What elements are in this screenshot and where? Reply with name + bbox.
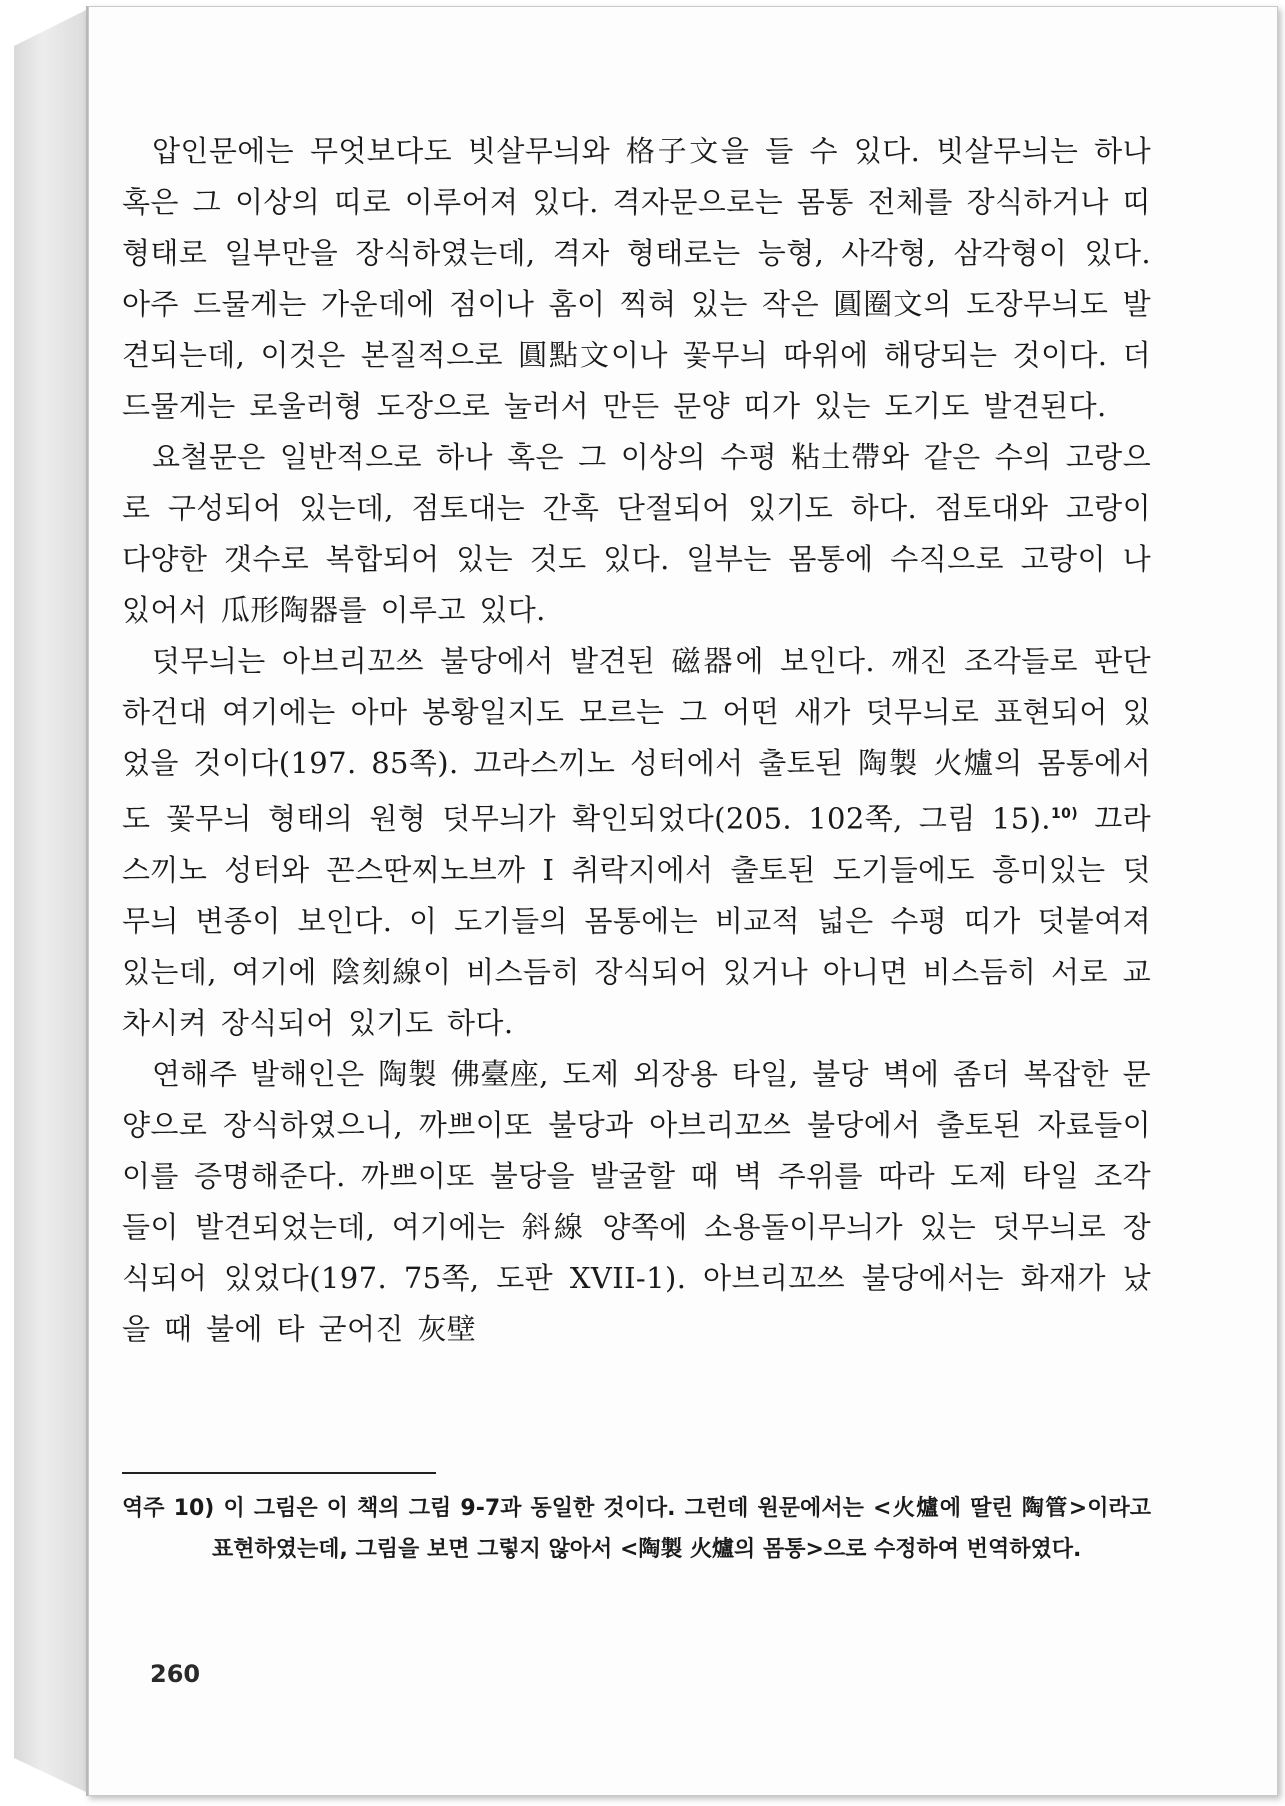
footnote-block bbox=[122, 1488, 1151, 1570]
page-number: 260 bbox=[150, 1660, 201, 1688]
paragraph-relief-patterns: 요철문은 일반적으로 하나 혹은 그 이상의 수평 粘土帶와 같은 수의 고랑으로 구성되어 있는데, 점토대는 간혹 단절되어 있기도 하다. 점토대와 고랑이 다양한 갯수로 복합되어 있는 것도 있다. 일부는 몸통에 수직으로 고랑이 나 있어서 瓜形陶器를 이루고 있다. bbox=[122, 440, 1151, 627]
footnote-reference: 10) bbox=[1050, 806, 1079, 822]
book-spine bbox=[14, 10, 86, 1792]
footnote-label: 역주 10) bbox=[122, 1496, 215, 1521]
paragraph-applique-text: 덧무늬는 아브리꼬쓰 불당에서 발견된 磁器에 보인다. 깨진 조각들로 판단하건대 여기에는 아마 봉황일지도 모르는 그 어떤 새가 덧무늬로 표현되어 있었을 것이다(197. 85쪽). 끄라스끼노 성터에서 출토된 陶製 火爐의 몸통에서도 꽃무늬 형태의 원형 덧무늬가 확인되었다(205. 102쪽, 그림 15). bbox=[122, 644, 1151, 836]
footnote bbox=[122, 1488, 1151, 1570]
paragraph-applique-patterns bbox=[122, 636, 1151, 1049]
footnote-separator bbox=[122, 1472, 436, 1474]
paragraph-applique-continued: 끄라스끼노 성터와 꼰스딴찌노브까 I 취락지에서 출토된 도기들에도 흥미있는 덧무늬 변종이 보인다. 이 도기들의 몸통에는 비교적 넓은 수평 띠가 덧붙여져 있는데, 여기에 陰刻線이 비스듬히 장식되어 있거나 아니면 비스듬히 서로 교차시켜 장식되어 있기도 하다. bbox=[122, 801, 1152, 1040]
paragraph-architectural-decoration: 연해주 발해인은 陶製 佛臺座, 도제 외장용 타일, 불당 벽에 좀더 복잡한 문양으로 장식하였으니, 까쁘이또 불당과 아브리꼬쓰 불당에서 출토된 자료들이 이를 증명해준다. 까쁘이또 불당을 발굴할 때 벽 주위를 따라 도제 타일 조각들이 발견되었는데, 여기에는 斜線 양쪽에 소용돌이무늬가 있는 덧무늬로 장식되어 있었다(197. 75쪽, 도판 XVII-1). 아브리꼬쓰 불당에서는 화재가 났을 때 불에 타 굳어진 灰壁 bbox=[122, 1056, 1151, 1346]
footnote-text: 이 그림은 이 책의 그림 9-7과 동일한 것이다. 그런데 원문에서는 <火爐에 딸린 陶管>이라고 표현하였는데, 그림을 보면 그렇지 않아서 <陶製 火爐의 몸통>으로 수정하여 번역하였다. bbox=[212, 1496, 1151, 1562]
body-text bbox=[122, 126, 1151, 1355]
paragraph-stamped-patterns: 압인문에는 무엇보다도 빗살무늬와 格子文을 들 수 있다. 빗살무늬는 하나 혹은 그 이상의 띠로 이루어져 있다. 격자문으로는 몸통 전체를 장식하거나 띠 형태로 일부만을 장식하였는데, 격자 형태로는 능형, 사각형, 삼각형이 있다. 아주 드물게는 가운데에 점이나 홈이 찍혀 있는 작은 圓圈文의 도장무늬도 발견되는데, 이것은 본질적으로 圓點文이나 꽃무늬 따위에 해당되는 것이다. 더 드물게는 로울러형 도장으로 눌러서 만든 문양 띠가 있는 도기도 발견된다. bbox=[122, 134, 1151, 423]
